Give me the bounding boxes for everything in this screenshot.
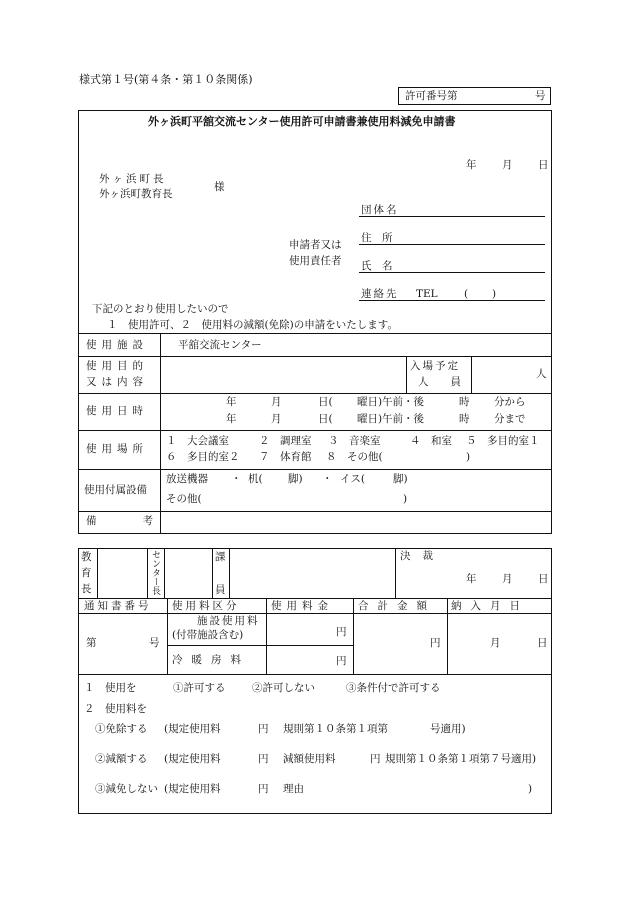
usage-permit-option[interactable]: ①許可する [173,682,226,694]
equipment-other[interactable]: その他( [166,493,202,505]
col-notice-no: 通知書番号 [84,600,152,612]
location-option[interactable]: ７ 体育館 [259,451,312,463]
fee-exempt-option[interactable]: ①免除する [95,723,148,735]
address-label: 住 所 [361,232,393,244]
name-line[interactable] [359,272,545,273]
notice-no-suffix: 号 [149,637,160,649]
honorific: 様 [214,181,225,193]
location-option[interactable]: ３ 音楽室 [328,435,381,447]
equipment-desk[interactable]: 机( [248,473,263,485]
usage-conditional-option[interactable]: ③条件付で許可する [346,682,441,694]
location-option[interactable]: ６ 多目的室２ [166,451,240,463]
form-number: 様式第１号(第４条・第１０条関係) [79,73,253,86]
fee-type-facility: 施設使用料 [197,615,260,627]
facility-label: 使用施設 [86,339,148,351]
remarks-input[interactable] [161,512,550,532]
form-title: 外ヶ浜町平舘交流センター使用許可申請書兼使用料減免申請書 [148,115,456,128]
tel-paren-close: ) [492,288,497,300]
equipment-broadcast[interactable]: 放送機器 [166,473,208,485]
location-label: 使用場所 [86,443,148,455]
fee-none-option[interactable]: ③減免しない [95,783,158,795]
permit-number-label: 許可番号第 [405,90,458,102]
permit-number-box[interactable] [398,87,551,105]
applicant-label-2: 使用責任者 [289,255,342,267]
facility-value: 平舘交流センター [178,339,262,351]
equipment-label: 使用付属設備 [84,484,147,496]
section-staff-stamp: 員 [215,584,226,596]
heating-fee-yen: 円 [336,655,347,667]
permit-number-suffix: 号 [535,90,546,102]
tel-label: TEL [416,288,438,300]
col-fee: 使用料金 [271,600,333,612]
attendance-unit: 人 [536,368,547,380]
attendance-label-2: 人員 [418,376,483,388]
fee-type-heating: 冷暖房料 [172,654,250,666]
location-option[interactable]: ４ 和室 [410,435,452,447]
contact-label: 連絡先 [361,288,399,300]
address-line[interactable] [359,244,545,245]
fee-type-facility-note: (付帯施設含む) [172,629,244,641]
location-option[interactable]: １ 大会議室 [166,435,229,447]
purpose-label-2: 又は内容 [86,376,148,388]
datetime-label: 使用日時 [86,405,148,417]
facility-fee-yen: 円 [336,626,347,638]
date-month: 月 [502,159,513,171]
purpose-input[interactable] [161,357,405,392]
equipment-chair[interactable]: イス( [340,473,365,485]
notice-no-prefix: 第 [86,637,97,649]
addressee-education: 外ヶ浜町教育長 [99,188,173,200]
decision-month: 月 [502,573,513,585]
location-option[interactable]: ５ 多目的室１ [466,435,540,447]
decision-year: 年 [466,573,477,585]
center-head-stamp: センター長 [150,550,160,595]
intro-2: １ 使用許可、２ 使用料の減額(免除)の申請をいたします。 [107,319,398,331]
payment-day: 日 [537,637,548,649]
location-option[interactable]: ８ その他( [326,451,383,463]
decision-label: 決裁 [400,550,445,562]
payment-month: 月 [490,637,501,649]
addressee-mayor: 外ヶ浜町長 [99,173,167,185]
date-year: 年 [466,159,477,171]
location-option[interactable]: ２ 調理室 [259,435,312,447]
col-total: 合計金額 [358,600,436,612]
date-day: 日 [538,159,549,171]
fee-decision-label: ２ 使用料を [84,703,147,715]
group-name-line[interactable] [359,216,545,217]
purpose-label-1: 使用目的 [86,360,148,372]
applicant-label-1: 申請者又は [289,239,342,251]
decision-day: 日 [538,573,549,585]
col-fee-type: 使用料区分 [172,600,240,612]
location-other-close: ) [466,451,471,463]
attendance-label-1: 入場予定 [410,360,460,372]
intro-1: 下記のとおり使用したいので [92,303,229,315]
usage-deny-option[interactable]: ②許可しない [252,682,315,694]
section-head-stamp: 課 [215,551,226,563]
group-name-label: 団体名 [361,204,399,216]
remarks-label: 備考 [86,515,199,527]
fee-reduce-option[interactable]: ②減額する [95,753,148,765]
contact-line[interactable] [359,300,545,301]
name-label: 氏 名 [361,260,393,272]
col-payment-date: 納入月日 [451,600,529,612]
total-yen: 円 [430,637,441,649]
tel-paren-open: ( [464,288,469,300]
